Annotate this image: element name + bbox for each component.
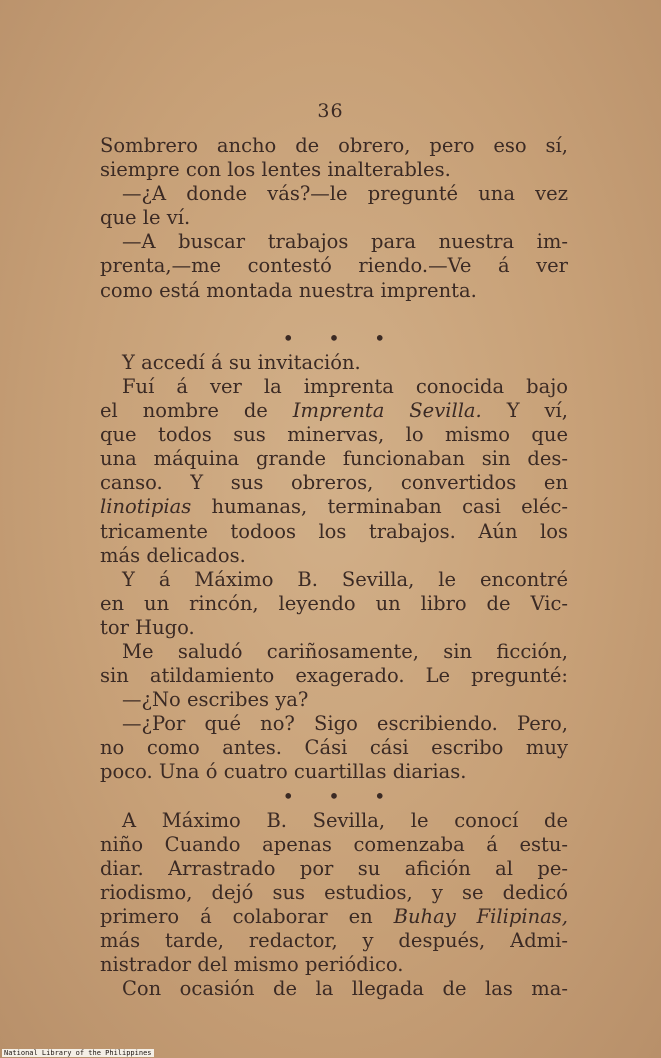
text-line bbox=[100, 399, 568, 423]
text-line: siempre con los lentes inalterables. bbox=[100, 158, 451, 182]
text-span: primero á colaborar en bbox=[100, 905, 394, 928]
text-span: humanas, terminaban casi eléc- bbox=[191, 495, 568, 519]
text-span: Y ví, bbox=[481, 399, 568, 423]
text-line: Y á Máximo B. Sevilla, le encontré bbox=[122, 567, 568, 591]
text-line: que todos sus minervas, lo mismo que bbox=[100, 423, 568, 447]
text-line: Y accedí á su invitación. bbox=[122, 350, 361, 374]
text-line: como está montada nuestra imprenta. bbox=[100, 278, 477, 302]
text-line: diar. Arrastrado por su afición al pe- bbox=[100, 856, 568, 880]
text-line: riodismo, dejó sus estudios, y se dedicó bbox=[100, 880, 568, 904]
text-line: Me saludó cariñosamente, sin ficción, bbox=[122, 639, 568, 663]
text-line: nistrador del mismo periódico. bbox=[100, 953, 404, 977]
blank-line bbox=[100, 303, 568, 327]
section-separator: • • • bbox=[282, 326, 400, 350]
text-line: niño Cuando apenas comenzaba á estu- bbox=[100, 832, 568, 856]
text-span: el nombre de bbox=[100, 399, 293, 423]
text-line: sin atildamiento exagerado. Le pregunté: bbox=[100, 664, 568, 688]
text-line: más tarde, redactor, y después, Admi- bbox=[100, 929, 568, 953]
text-line: una máquina grande funcionaban sin des- bbox=[100, 447, 568, 471]
text-line: en un rincón, leyendo un libro de Vic- bbox=[100, 591, 568, 615]
footer-credit: National Library of the Philippines bbox=[4, 1049, 152, 1057]
text-line: —¿A donde vás?—le pregunté una vez bbox=[122, 182, 568, 206]
text-line: A Máximo B. Sevilla, le conocí de bbox=[122, 808, 568, 832]
italic-title: Buhay Filipinas, bbox=[393, 905, 568, 928]
text-line: Con ocasión de la llegada de las ma- bbox=[122, 977, 568, 1001]
page-number: 36 bbox=[317, 100, 344, 122]
italic-title: Imprenta Sevilla. bbox=[292, 399, 482, 423]
text-line: tricamente todoos los trabajos. Aún los bbox=[100, 519, 568, 543]
text-line bbox=[100, 905, 568, 929]
text-line: que le ví. bbox=[100, 206, 191, 230]
section-separator: • • • bbox=[282, 784, 400, 808]
text-line: tor Hugo. bbox=[100, 615, 195, 639]
text-line: canso. Y sus obreros, convertidos en bbox=[100, 471, 568, 495]
text-line: —A buscar trabajos para nuestra im- bbox=[122, 230, 568, 254]
text-line: —¿No escribes ya? bbox=[122, 688, 309, 712]
text-line bbox=[100, 495, 568, 519]
text-line: poco. Una ó cuatro cuartillas diarias. bbox=[100, 760, 467, 784]
italic-title: linotipias bbox=[100, 495, 192, 519]
text-line: no como antes. Cási cási escribo muy bbox=[100, 736, 568, 760]
body-text bbox=[100, 134, 568, 1001]
text-line: Sombrero ancho de obrero, pero eso sí, bbox=[100, 134, 568, 157]
text-line: más delicados. bbox=[100, 543, 246, 567]
text-line: —¿Por qué no? Sigo escribiendo. Pero, bbox=[122, 712, 568, 736]
text-line: prenta,—me contestó riendo.—Ve á ver bbox=[100, 254, 568, 278]
text-line: Fuí á ver la imprenta conocida bajo bbox=[122, 374, 568, 398]
